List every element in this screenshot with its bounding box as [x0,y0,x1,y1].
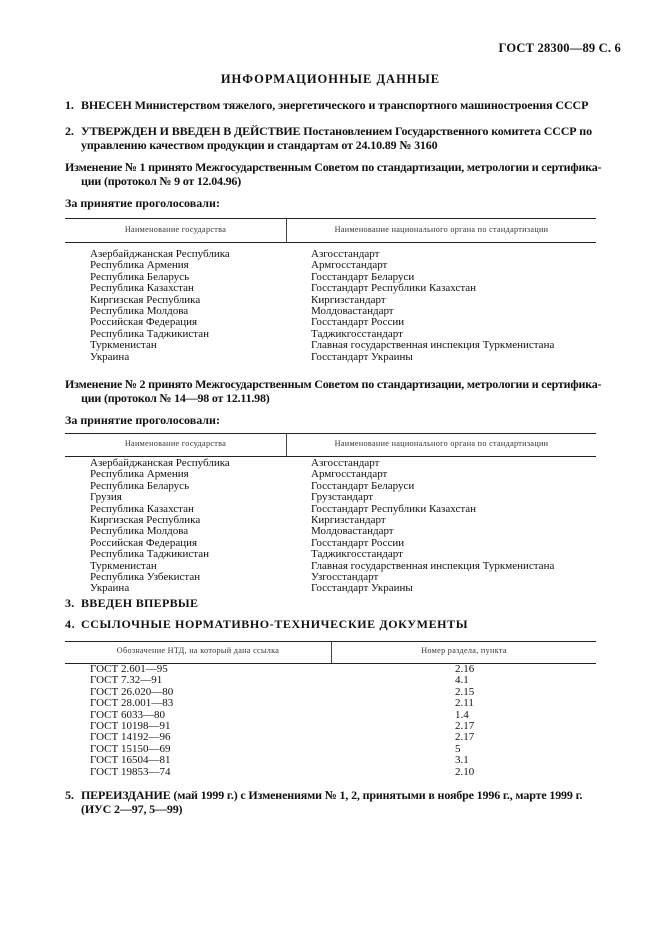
item-5-number: 5. [65,788,74,802]
item-4 [65,617,610,631]
standards-body-name: Госстандарт Беларуси [311,479,415,492]
item-2 [65,124,610,152]
standards-body-name: Армгосстандарт [311,468,388,481]
standards-body-name: Грузстандарт [311,491,374,504]
standards-body-name: Молдовастандарт [311,525,394,538]
table-1-top-rule [65,218,596,219]
reference-document: ГОСТ 15150—69 [90,742,171,755]
standards-body-name: Госстандарт России [311,316,405,329]
state-name: Республика Беларусь [90,479,190,492]
voted-label-2: За принятие проголосовали: [65,413,220,427]
item-5 [65,788,610,816]
table-3-sections [455,664,474,778]
standards-body-name: Госстандарт Беларуси [311,270,415,283]
state-name: Республика Армения [90,259,189,272]
table-3-docs [90,664,173,778]
standards-body-name: Главная государственная инспекция Туркменистана [311,559,555,572]
state-name: Азербайджанская Республика [90,248,230,260]
reference-document: ГОСТ 16504—81 [90,754,171,767]
state-name: Украина [90,582,130,595]
state-name: Грузия [90,491,122,504]
state-name: Республика Казахстан [90,502,194,515]
table-3-header-section: Номер раздела, пункта [421,646,507,655]
state-name: Российская Федерация [90,316,198,329]
state-name: Азербайджанская Республика [90,457,230,469]
state-name: Республика Таджикистан [90,548,209,561]
state-name: Республика Молдова [90,304,189,317]
section-number: 2.10 [455,765,475,778]
reference-document: ГОСТ 14192—96 [90,731,171,744]
reference-document: ГОСТ 26.020—80 [90,685,174,698]
state-name: Республика Молдова [90,525,189,538]
standards-body-name: Узгосстандарт [311,570,379,583]
reference-document: ГОСТ 28.001—83 [90,697,174,710]
reference-document: ГОСТ 2.601—95 [90,663,168,675]
standards-body-name: Киргизстандарт [311,293,386,306]
item-2-number: 2. [65,124,74,138]
state-name: Киргизская Республика [90,293,201,306]
item-3-text: ВВЕДЕН ВПЕРВЫЕ [81,596,199,610]
table-2-states [90,458,230,595]
table-1-header-rule [65,242,596,243]
section-number: 5 [455,742,461,755]
change-1 [65,160,610,188]
item-2-line-1: УТВЕРЖДЕН И ВВЕДЕН В ДЕЙСТВИЕ Постановлением Государственного комитета СССР по [81,124,592,138]
state-name: Туркменистан [90,339,157,352]
section-title: ИНФОРМАЦИОННЫЕ ДАННЫЕ [220,72,441,86]
table-1-header-state: Наименование государства [124,225,227,234]
item-1-number: 1. [65,98,74,112]
page-header: ГОСТ 28300—89 С. 6 [498,41,621,55]
standards-body-name: Азгосстандарт [311,248,380,260]
standards-body-name: Армгосстандарт [311,259,388,272]
reference-document: ГОСТ 19853—74 [90,765,171,778]
state-name: Республика Таджикистан [90,327,209,340]
section-number: 2.15 [455,685,475,698]
state-name: Украина [90,350,130,363]
item-3 [65,596,610,610]
state-name: Туркменистан [90,559,157,572]
standards-body-name: Таджикгосстандарт [311,327,403,340]
state-name: Республика Узбекистан [90,570,201,583]
standards-body-name: Киргизстандарт [311,513,386,526]
reference-document: ГОСТ 6033—80 [90,708,165,721]
section-number: 4.1 [455,674,469,687]
standards-body-name: Госстандарт Республики Казахстан [311,502,477,515]
reference-document: ГОСТ 7.32—91 [90,674,163,687]
standards-body-name: Госстандарт России [311,536,405,549]
item-5-line-2: (ИУС 2—97, 5—99) [81,802,183,816]
table-1-header-body: Наименование национального органа по стандартизации [334,225,549,234]
state-name: Республика Армения [90,468,189,481]
state-name: Республика Казахстан [90,282,194,295]
change-2 [65,377,610,405]
standards-body-name: Молдовастандарт [311,304,394,317]
table-2-header-body: Наименование национального органа по стандартизации [334,439,549,448]
section-number: 3.1 [455,754,469,767]
item-1 [65,98,610,112]
table-1-states [90,249,230,363]
table-2-header-state: Наименование государства [124,439,227,448]
voted-label-1: За принятие проголосовали: [65,196,220,210]
standards-body-name: Азгосстандарт [311,457,380,469]
reference-document: ГОСТ 10198—91 [90,719,171,732]
item-4-number: 4. [65,617,76,631]
section-number: 2.17 [455,719,475,732]
section-number: 2.17 [455,731,475,744]
section-number: 1.4 [455,708,469,721]
state-name: Российская Федерация [90,536,198,549]
item-3-number: 3. [65,596,75,610]
standards-body-name: Госстандарт Республики Казахстан [311,282,477,295]
item-5-line-1: ПЕРЕИЗДАНИЕ (май 1999 г.) с Изменениями № 1, 2, принятыми в ноябре 1996 г., марте 1999 г. [81,788,583,802]
section-number: 2.11 [455,697,474,710]
table-2-top-rule [65,433,596,434]
table-3-header-doc: Обозначение НТД, на который дана ссылка [116,646,280,655]
standards-body-name: Главная государственная инспекция Туркменистана [311,339,555,352]
standards-body-name: Таджикгосстандарт [311,548,403,561]
change-2-line-2: ции (протокол № 14—98 от 12.11.98) [81,391,270,405]
table-2-bodies [311,458,554,595]
state-name: Республика Беларусь [90,270,190,283]
change-2-line-1: Изменение № 2 принято Межгосударственным Советом по стандартизации, метрологии и сертифика- [65,377,602,391]
item-1-text: ВНЕСЕН Министерством тяжелого, энергетического и транспортного машиностроения СССР [81,98,589,112]
state-name: Киргизская Республика [90,513,201,526]
change-1-line-1: Изменение № 1 принято Межгосударственным Советом по стандартизации, метрологии и сертифика- [65,160,602,174]
standards-body-name: Госстандарт Украины [311,582,413,595]
item-4-text: ССЫЛОЧНЫЕ НОРМАТИВНО-ТЕХНИЧЕСКИЕ ДОКУМЕНТЫ [81,617,469,631]
standards-body-name: Госстандарт Украины [311,350,413,363]
section-number: 2.16 [455,663,475,675]
change-1-line-2: ции (протокол № 9 от 12.04.96) [81,174,242,188]
table-1-bodies [311,249,554,363]
item-2-line-2: управлению качеством продукции и стандартам от 24.10.89 № 3160 [81,138,438,152]
